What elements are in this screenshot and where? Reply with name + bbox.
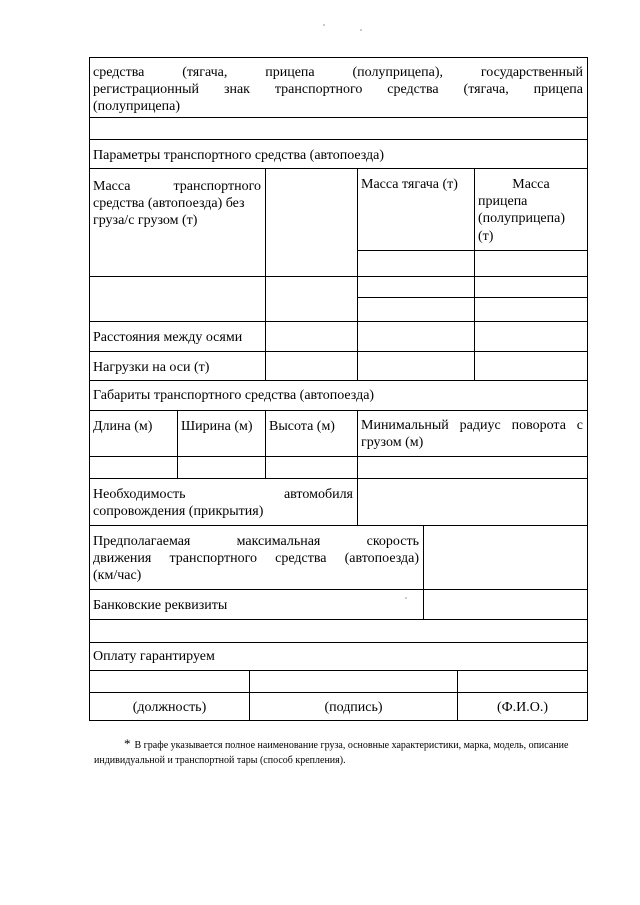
rule-10 — [89, 478, 588, 479]
signature-caption: (подпись) — [324, 700, 383, 715]
col-speed — [423, 525, 424, 619]
axle-distance-label: Расстояния между осями — [93, 330, 243, 345]
scan-speck — [405, 597, 407, 599]
mass-word: Масса — [93, 179, 131, 194]
footnote-text-1: В графе указывается полное наименование груза, основные характеристики, марка, модель, описание — [134, 740, 569, 751]
reg-word: транспортного — [274, 82, 363, 97]
scan-speck — [360, 29, 362, 31]
mass-label-line-2: средства (автопоезда) без — [93, 196, 245, 211]
bank-details-label: Банковские реквизиты — [93, 598, 228, 613]
trailer-mass-line-1: Масса — [512, 177, 550, 192]
trailer-mass-line-2: прицепа — [478, 194, 528, 209]
rule-7 — [89, 380, 588, 381]
border-right — [587, 57, 588, 721]
full-name-caption: (Ф.И.О.) — [496, 700, 549, 715]
speed-word: Предполагаемая — [93, 534, 191, 549]
col-dim-1 — [177, 410, 178, 478]
speed-word: (автопоезда) — [344, 551, 420, 566]
vehicle-reg-line-2 — [93, 81, 583, 98]
escort-line-1 — [93, 486, 353, 503]
reg-word: прицепа — [533, 82, 584, 97]
reg-word: знак — [223, 82, 250, 97]
vehicle-reg-line-3: (полуприцепа) — [93, 99, 181, 114]
mass-label-line-3: груза/с грузом (т) — [93, 213, 198, 228]
width-label: Ширина (м) — [181, 419, 253, 434]
height-label: Высота (м) — [269, 419, 335, 434]
axle-load-label: Нагрузки на оси (т) — [93, 360, 210, 375]
footnote-mark: * — [124, 736, 131, 751]
col-mass-2 — [357, 168, 358, 380]
reg-word: средства — [387, 82, 439, 97]
reg-word: регистрационный — [93, 82, 200, 97]
trailer-mass-line-3: (полуприцепа) — [478, 211, 566, 226]
rule-9 — [89, 456, 588, 457]
radius-word: Минимальный — [361, 418, 449, 433]
speed-line-2 — [93, 550, 419, 567]
radius-word: поворота — [511, 418, 566, 433]
speed-line-1 — [93, 533, 419, 550]
dimensions-section-title: Габариты транспортного средства (автопоезда) — [93, 388, 375, 403]
rule-14 — [89, 642, 588, 643]
vehicle-reg-line-1 — [93, 64, 583, 81]
escort-word: Необходимость — [93, 487, 186, 502]
rule-bottom — [89, 720, 588, 721]
col-mass-1 — [265, 168, 266, 380]
rule-8 — [89, 410, 588, 411]
position-caption: (должность) — [132, 700, 207, 715]
rule-6 — [89, 351, 588, 352]
footnote-line-2: индивидуальной и транспортной тары (способ крепления). — [94, 755, 346, 766]
params-section-title: Параметры транспортного средства (автопоезда) — [93, 148, 385, 163]
reg-word: прицепа — [265, 65, 315, 80]
reg-word: (тягача, — [463, 82, 509, 97]
scan-speck — [323, 24, 325, 26]
radius-word: радиус — [459, 418, 501, 433]
trailer-mass-line-4: (т) — [478, 229, 494, 244]
rule-12 — [89, 589, 588, 590]
rule-11 — [89, 525, 588, 526]
tractor-mass-label: Масса тягача (т) — [361, 177, 458, 192]
speed-word: скорость — [366, 534, 419, 549]
rule-top — [89, 57, 588, 58]
rule-2 — [89, 139, 588, 140]
radius-word: с — [576, 418, 584, 433]
turn-radius-line-2: грузом (м) — [361, 435, 424, 450]
speed-word: максимальная — [236, 534, 321, 549]
payment-guarantee-label: Оплату гарантируем — [93, 649, 215, 664]
rule-13 — [89, 619, 588, 620]
footnote-line-1 — [124, 736, 569, 753]
mass-label-line-1 — [93, 178, 261, 195]
length-label: Длина (м) — [93, 419, 153, 434]
speed-line-3: (км/час) — [93, 568, 142, 583]
border-left — [89, 57, 90, 721]
speed-word: транспортного — [169, 551, 258, 566]
col-dim-2 — [265, 410, 266, 478]
speed-word: движения — [93, 551, 152, 566]
reg-word: государственный — [480, 65, 584, 80]
rule-15 — [89, 670, 588, 671]
rule-5 — [89, 321, 588, 322]
escort-word: автомобиля — [283, 487, 353, 502]
reg-word: (полуприцепа), — [352, 65, 443, 80]
reg-word: средства — [93, 65, 145, 80]
reg-word: (тягача, — [182, 65, 228, 80]
rule-4 — [89, 276, 588, 277]
turn-radius-line-1 — [361, 417, 583, 434]
mass-word: транспортного — [173, 179, 261, 194]
rule-3 — [89, 168, 588, 169]
speed-word: средства — [275, 551, 327, 566]
escort-line-2: сопровождения (прикрытия) — [93, 504, 264, 519]
col-mass-3 — [474, 168, 475, 380]
rule-mass-sub2 — [357, 297, 588, 298]
rule-16 — [89, 692, 588, 693]
rule-mass-sub1 — [357, 250, 588, 251]
rule-1 — [89, 117, 588, 118]
col-dim-3 — [357, 410, 358, 525]
